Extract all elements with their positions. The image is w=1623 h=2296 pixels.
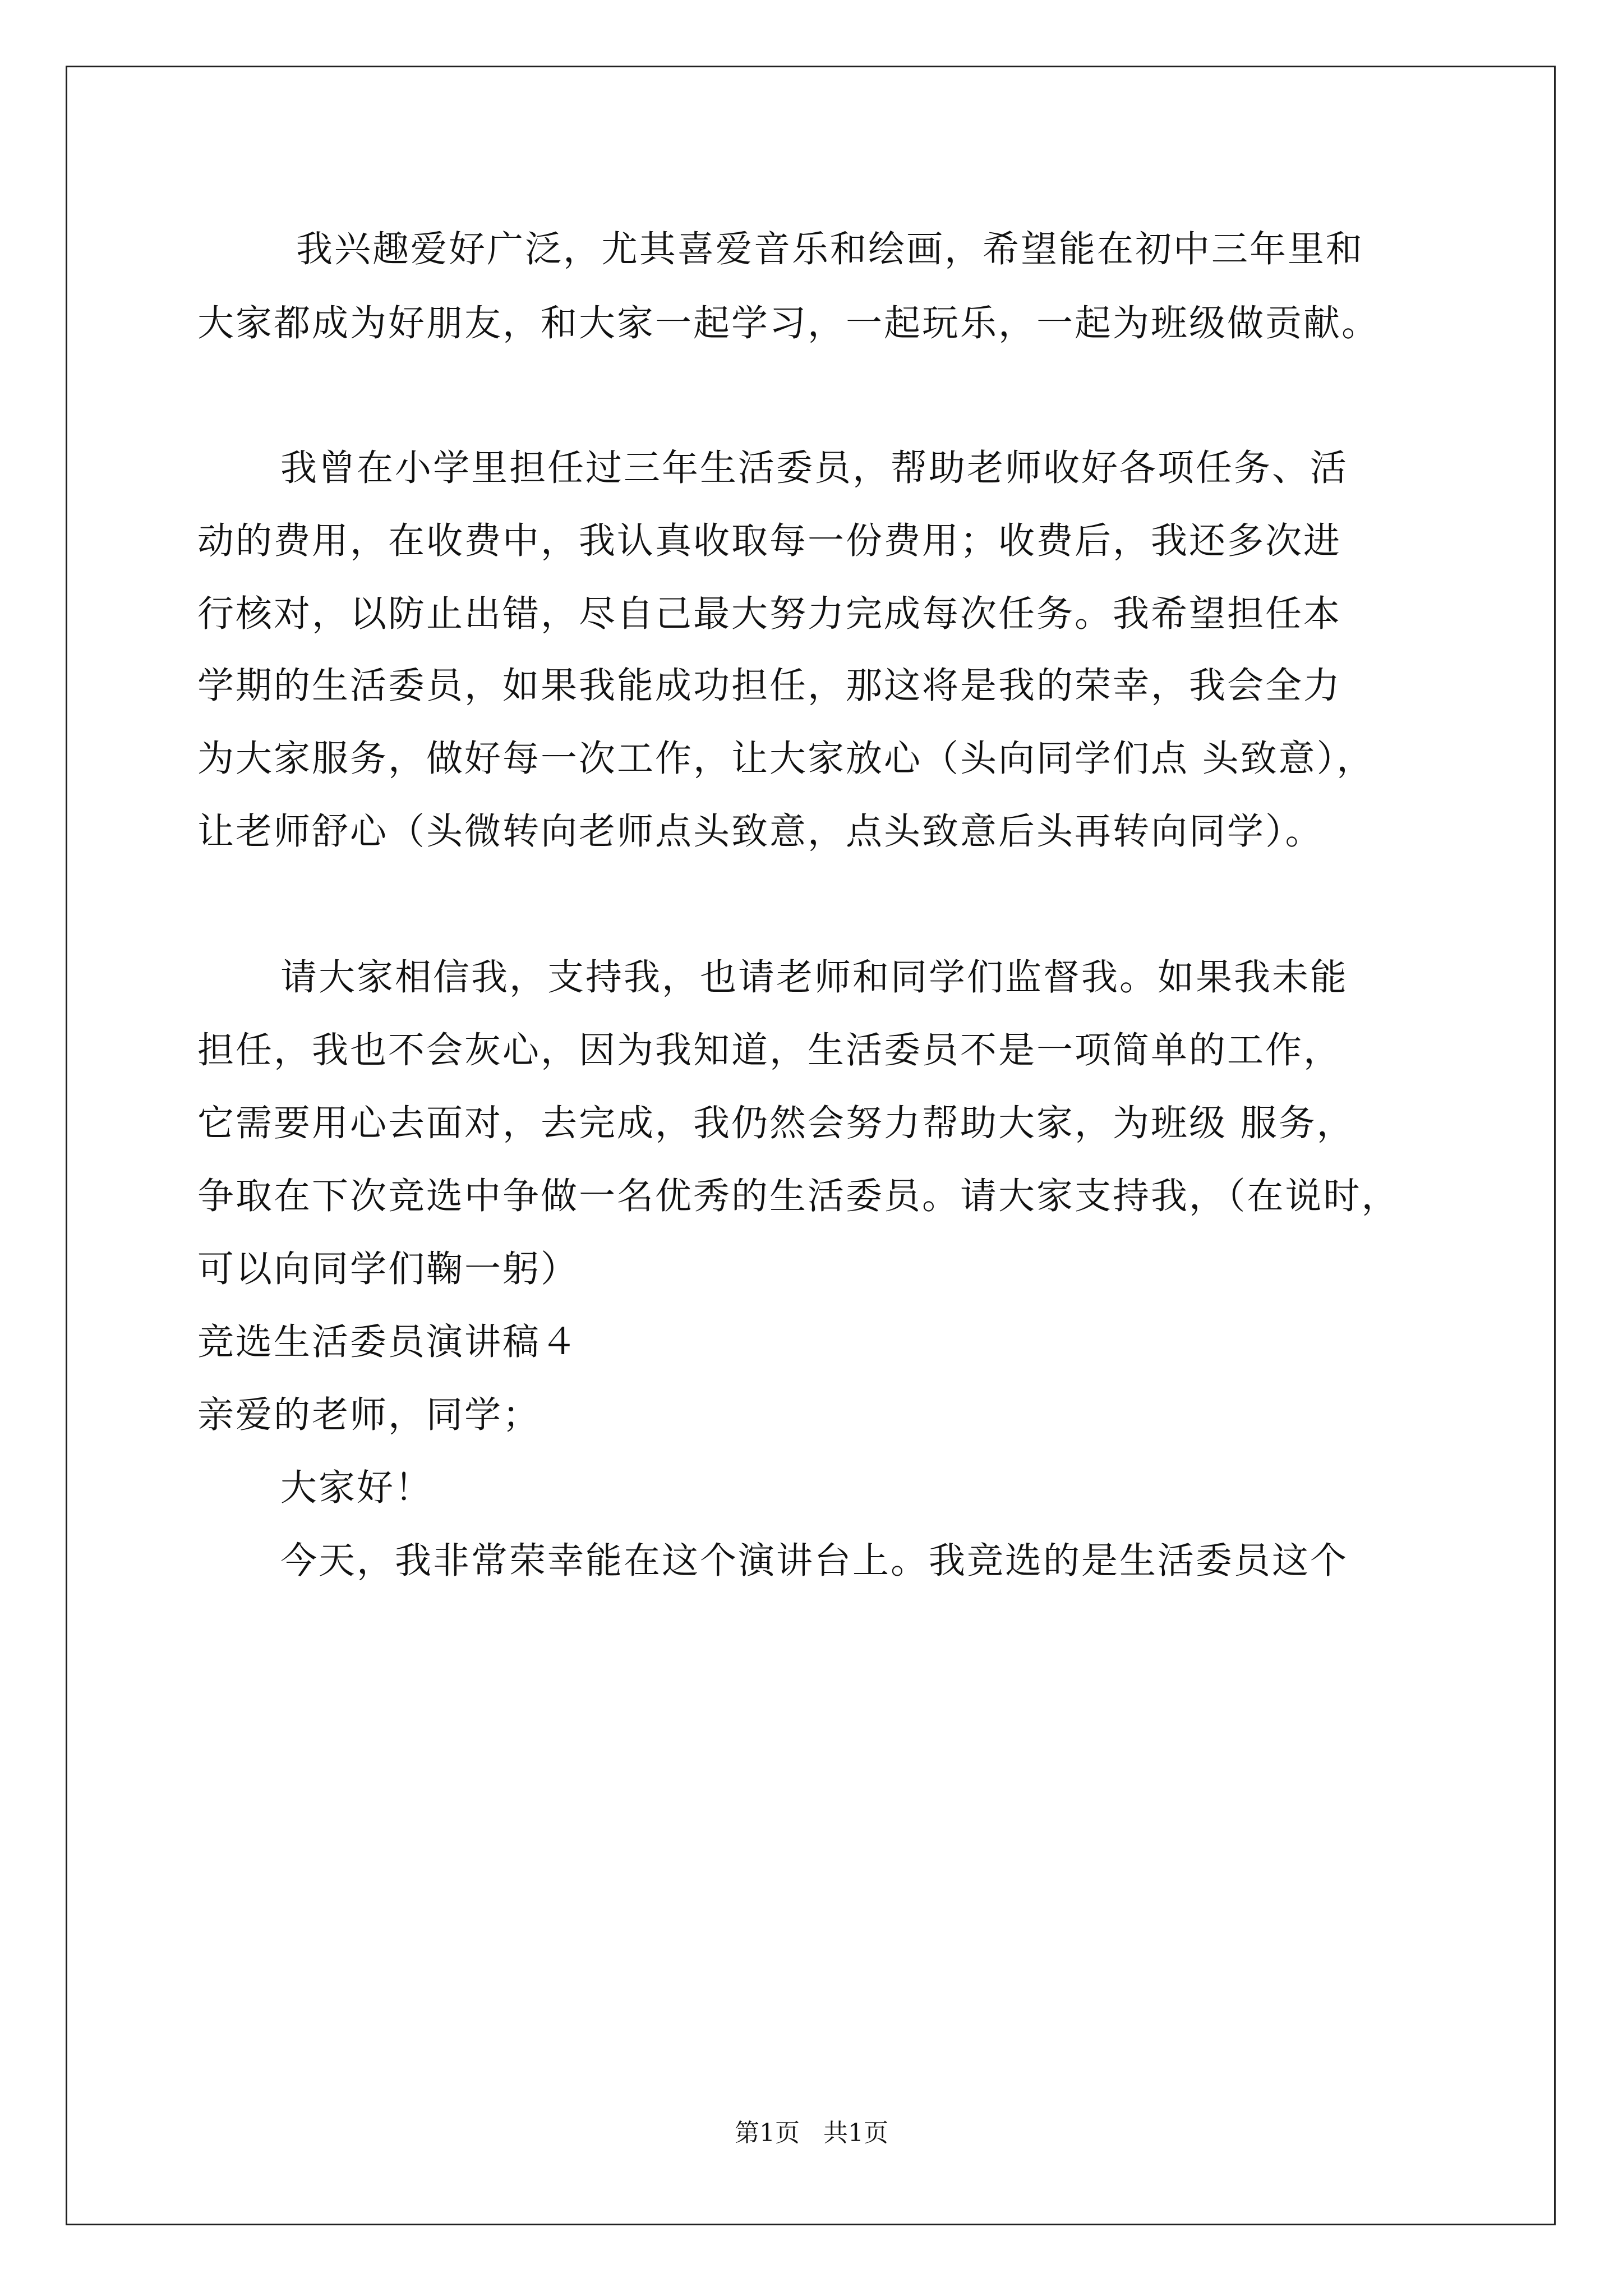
- paragraph-line: 争取在下次竞选中争做一名优秀的生活委员。请大家支持我，（在说时，: [197, 1175, 1400, 1217]
- paragraph-line: 行核对，以防止出错，尽自己最大努力完成每次任务。我希望担任本: [197, 593, 1342, 635]
- page-number-total: 共1页: [823, 2119, 888, 2147]
- page-number-current: 第1页: [735, 2119, 800, 2147]
- paragraph-line: 我兴趣爱好广泛，尤其喜爱音乐和绘画，希望能在初中三年里和: [296, 228, 1364, 270]
- paragraph-line: 大家都成为好朋友，和大家一起学习，一起玩乐，一起为班级做贡献。: [197, 302, 1380, 344]
- paragraph-line: 动的费用，在收费中，我认真收取每一份费用；收费后，我还多次进: [197, 520, 1342, 562]
- section-heading: 竞选生活委员演讲稿４: [197, 1321, 579, 1363]
- greeting: 大家好！: [280, 1467, 434, 1509]
- paragraph-line: 担任，我也不会灰心，因为我知道，生活委员不是一项简单的工作，: [197, 1029, 1342, 1071]
- page-footer: [0, 2118, 1623, 2149]
- paragraph-line: 我曾在小学里担任过三年生活委员，帮助老师收好各项任务、活: [280, 447, 1349, 489]
- salutation: 亲爱的老师，同学；: [197, 1394, 541, 1436]
- paragraph-line: 学期的生活委员，如果我能成功担任，那这将是我的荣幸，我会全力: [197, 665, 1342, 707]
- paragraph-line: 今天，我非常荣幸能在这个演讲台上。我竞选的是生活委员这个: [280, 1540, 1349, 1582]
- paragraph-line: 请大家相信我，支持我，也请老师和同学们监督我。如果我未能: [280, 956, 1349, 999]
- paragraph-line: 让老师舒心（头微转向老师点头致意，点头致意后头再转向同学）。: [197, 811, 1324, 853]
- paragraph-line: 它需要用心去面对，去完成，我仍然会努力帮助大家，为班级 服务，: [197, 1102, 1355, 1144]
- paragraph-line: 可以向同学们鞠一躬）: [197, 1248, 579, 1290]
- paragraph-line: 为大家服务，做好每一次工作，让大家放心（头向同学们点 头致意），: [197, 738, 1375, 780]
